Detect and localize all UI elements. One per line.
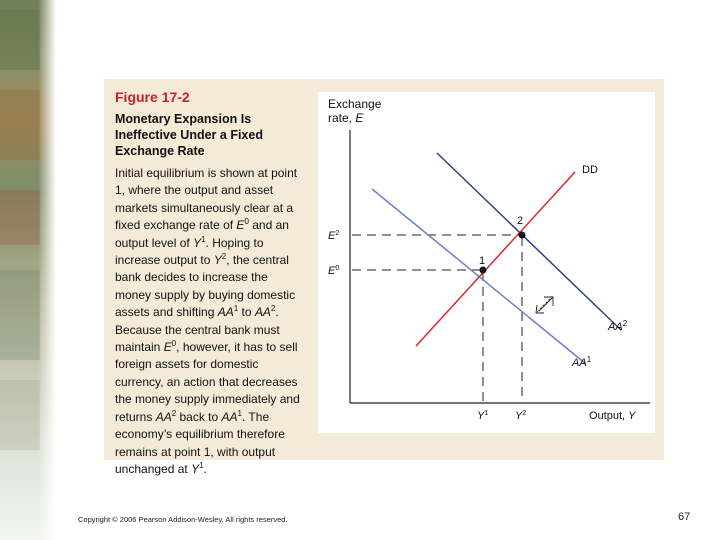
caption-segment: 2 <box>221 252 227 262</box>
caption-segment: to <box>238 305 255 320</box>
caption-segment: 0 <box>244 217 249 227</box>
y-axis-label-line1: Exchange <box>328 97 382 111</box>
e2-label: $E^2$ <box>328 230 340 242</box>
y-axis-label-line2: rate, E <box>328 111 364 125</box>
shift-arrows <box>536 297 553 313</box>
caption-segment: E <box>236 218 245 233</box>
strip-photo-block <box>0 380 40 450</box>
caption-segment: Y <box>213 253 222 268</box>
caption-segment: , the central bank decides to increase the money supply by buying domestic assets and shifting <box>115 253 296 320</box>
caption-segment: Initial equilibrium is shown at point 1, where the output and asset markets simultaneously clear at a fixed exchange rate of <box>115 166 298 233</box>
figure-description <box>115 165 305 478</box>
dd-label: DD <box>582 164 598 176</box>
caption-segment: back to <box>176 409 222 424</box>
e0-label: $E^0$ <box>328 265 340 277</box>
strip-photo-block <box>0 190 40 245</box>
strip-fade <box>38 0 56 540</box>
caption-segment: . Hoping to increase output to <box>115 235 264 268</box>
aa1-label: $AA^1$ <box>572 355 592 369</box>
page-number: 67 <box>678 511 691 523</box>
caption-segment: 2 <box>270 304 276 314</box>
caption-segment: E <box>163 340 172 355</box>
graph-panel <box>318 92 655 433</box>
caption-segment: AA <box>217 305 234 320</box>
caption-segment: AA <box>221 409 238 424</box>
caption-segment: AA <box>155 409 172 424</box>
aa2-label: $AA^2$ <box>608 319 628 333</box>
equilibrium-point-1 <box>480 267 487 274</box>
caption-segment: , however, it has to sell foreign assets for domestic currency, an action that decreases the money supply immediately and returns <box>115 340 300 424</box>
caption-segment: 1 <box>201 234 206 244</box>
y2-label: $Y^2$ <box>515 410 527 422</box>
y1-label: $Y^1$ <box>477 410 489 422</box>
point-1-label: 1 <box>479 255 486 267</box>
caption-segment: . <box>203 461 207 476</box>
caption-segment: AA <box>254 305 271 320</box>
dd-curve <box>416 172 575 346</box>
figure-caption <box>115 89 305 478</box>
caption-segment: 2 <box>171 408 177 418</box>
exchange-rate-diagram <box>318 92 655 433</box>
figure-title: Monetary Expansion Is Ineffective Under a Fixed Exchange Rate <box>115 112 263 158</box>
copyright-footer: Copyright © 2006 Pearson Addison-Wesley. All rights reserved. <box>78 515 288 524</box>
x-axis-label: Output, Y <box>589 410 636 422</box>
decorative-side-strip <box>0 0 56 540</box>
figure-number: Figure 17-2 <box>115 89 190 105</box>
caption-segment: and an output level of <box>115 218 289 250</box>
strip-photo-block <box>0 10 40 70</box>
caption-segment: . The economy’s equilibrium therefore remains at point 1, with output unchanged at <box>115 409 285 476</box>
caption-segment: 1 <box>237 408 242 418</box>
strip-photo-block <box>0 270 40 360</box>
caption-segment: Y <box>191 461 200 476</box>
equilibrium-point-2 <box>519 232 526 239</box>
caption-segment: 1 <box>199 460 204 470</box>
caption-segment: 1 <box>233 304 239 314</box>
caption-segment: . Because the central bank must maintain <box>115 305 280 355</box>
strip-photo-block <box>0 90 40 160</box>
point-2-label: 2 <box>517 215 524 227</box>
aa2-curve <box>437 153 621 330</box>
caption-segment: Y <box>193 235 202 250</box>
caption-segment: 0 <box>171 339 177 349</box>
